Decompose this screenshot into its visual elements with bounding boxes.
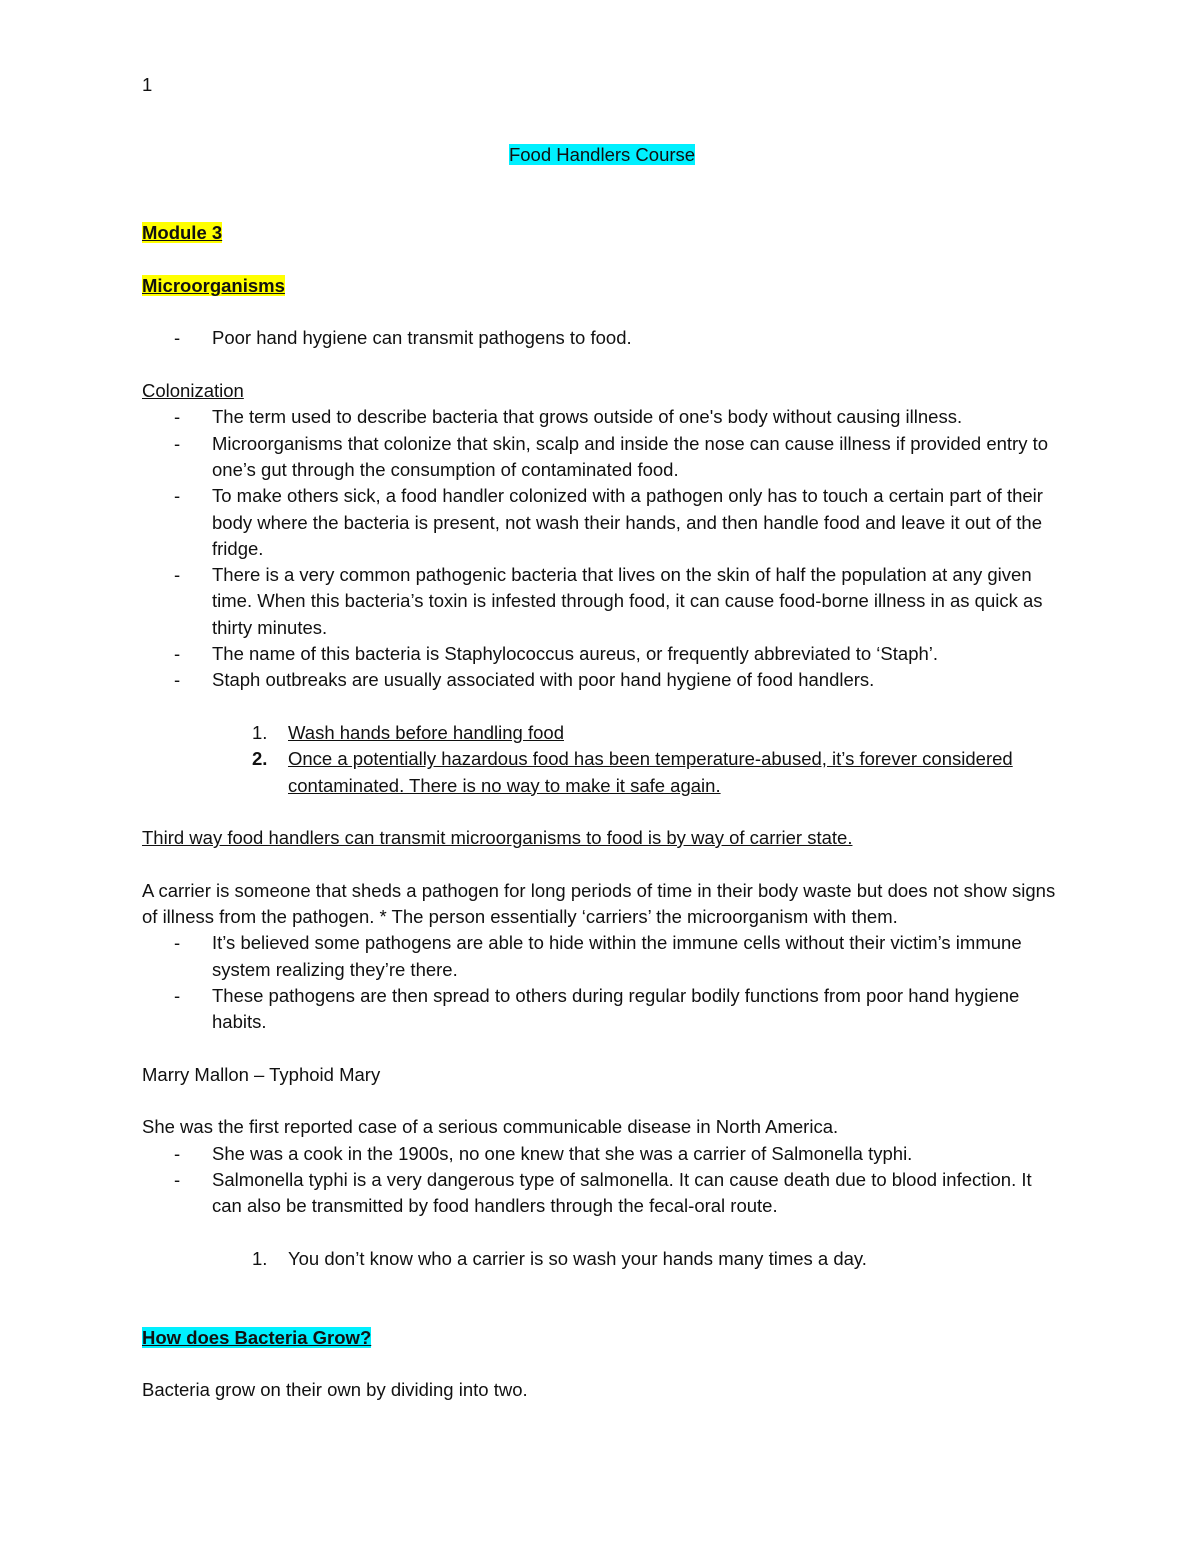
list-item: - Staph outbreaks are usually associated with poor hand hygiene of food handlers. (142, 667, 1062, 693)
colonization-numbered-list (142, 720, 1062, 799)
numbered-item (142, 1246, 1062, 1272)
item-text: Wash hands before handling food (288, 721, 564, 743)
list-item: - The term used to describe bacteria that grows outside of one's body without causing illness. (142, 404, 1062, 430)
item-number: 1. (252, 1247, 268, 1269)
carrier-heading: Third way food handlers can transmit microorganisms to food is by way of carrier state. (142, 827, 853, 849)
page-number: 1 (142, 74, 153, 95)
module-heading-line (142, 220, 1062, 246)
growth-paragraph: Bacteria grow on their own by dividing into two. (142, 1379, 528, 1401)
list-item: - She was a cook in the 1900s, no one knew that she was a carrier of Salmonella typhi. (142, 1141, 1062, 1167)
numbered-item (142, 720, 1062, 746)
list-item: - Microorganisms that colonize that skin, scalp and inside the nose can cause illness if provided entry to one’s gut through the consumption of contaminated food. (142, 431, 1062, 484)
typhoid-heading: Marry Mallon – Typhoid Mary (142, 1063, 381, 1085)
carrier-paragraph: A carrier is someone that sheds a pathogen for long periods of time in their body waste but does not show signs of illness from the pathogen. * The person essentially ‘carriers’ the microorganism with them. (142, 879, 1056, 928)
typhoid-paragraph: She was the first reported case of a serious communicable disease in North America. (142, 1116, 839, 1138)
list-item: - Poor hand hygiene can transmit pathogens to food. (142, 325, 1062, 351)
list-item: - The name of this bacteria is Staphylococcus aureus, or frequently abbreviated to ‘Staph’. (142, 641, 1062, 667)
microorganisms-list (142, 325, 1062, 351)
microorganisms-heading-line (142, 273, 1062, 299)
carrier-list (142, 930, 1062, 1035)
list-item: - These pathogens are then spread to others during regular bodily functions from poor hand hygiene habits. (142, 983, 1062, 1036)
document-body (142, 142, 1062, 1404)
microorganisms-heading: Microorganisms (142, 274, 285, 296)
list-item: - To make others sick, a food handler colonized with a pathogen only has to touch a certain part of their body where the bacteria is present, not wash their hands, and then handle food and leave it out of the fridge. (142, 483, 1062, 562)
module-heading: Module 3 (142, 222, 223, 244)
list-item: - It’s believed some pathogens are able to hide within the immune cells without their victim’s immune system realizing they’re there. (142, 930, 1062, 983)
document-title-line (142, 142, 1062, 168)
colonization-list (142, 404, 1062, 693)
typhoid-list (142, 1141, 1062, 1220)
item-text: You don’t know who a carrier is so wash your hands many times a day. (288, 1247, 867, 1269)
item-number: 2. (252, 748, 268, 770)
document-title: Food Handlers Course (508, 144, 696, 165)
numbered-item (142, 746, 1062, 799)
growth-heading: How does Bacteria Grow? (142, 1326, 372, 1348)
growth-heading-line (142, 1325, 1062, 1351)
list-item: - Salmonella typhi is a very dangerous type of salmonella. It can cause death due to blood infection. It can also be transmitted by food handlers through the fecal-oral route. (142, 1167, 1062, 1220)
typhoid-numbered-list (142, 1246, 1062, 1272)
item-number: 1. (252, 721, 268, 743)
item-text: Once a potentially hazardous food has been temperature-abused, it’s forever considered contaminated. There is no way to make it safe again. (288, 748, 1013, 796)
list-item: - There is a very common pathogenic bacteria that lives on the skin of half the population at any given time. When this bacteria’s toxin is infested through food, it can cause food-borne illness in as quick as thirty minutes. (142, 562, 1062, 641)
colonization-heading: Colonization (142, 380, 244, 402)
